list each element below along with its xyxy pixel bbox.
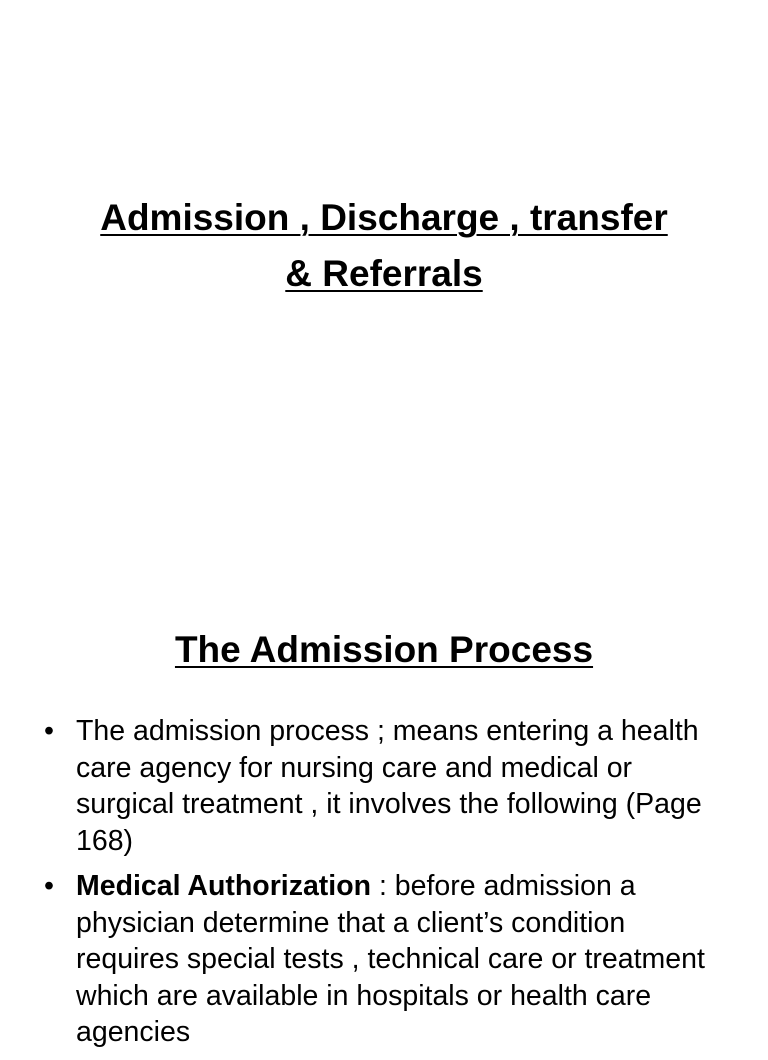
bullet-item-medical-authorization [44,868,724,1051]
title-line-1: Admission , Discharge , transfer [100,197,668,238]
bullet-icon: • [44,715,54,747]
bullet-item-admission-process [44,713,724,859]
admission-process-heading: The Admission Process [174,629,594,670]
bullet-text: : before admission a physician determine that a client’s condition requires special tests , technical care or treatment which are available in hospitals or health care agencies [76,870,705,1048]
bullet-text: The admission process ; means entering a health care agency for nursing care and medical or surgical treatment , it involves the following (Page 168) [76,715,702,857]
title-line-2: & Referrals [285,253,483,294]
bullet-list [44,713,724,1060]
slide-admission-process [0,576,768,1048]
bullet-icon: • [44,870,54,902]
bullet-term: Medical Authorization [76,870,372,902]
slide-title-heading [40,190,728,302]
